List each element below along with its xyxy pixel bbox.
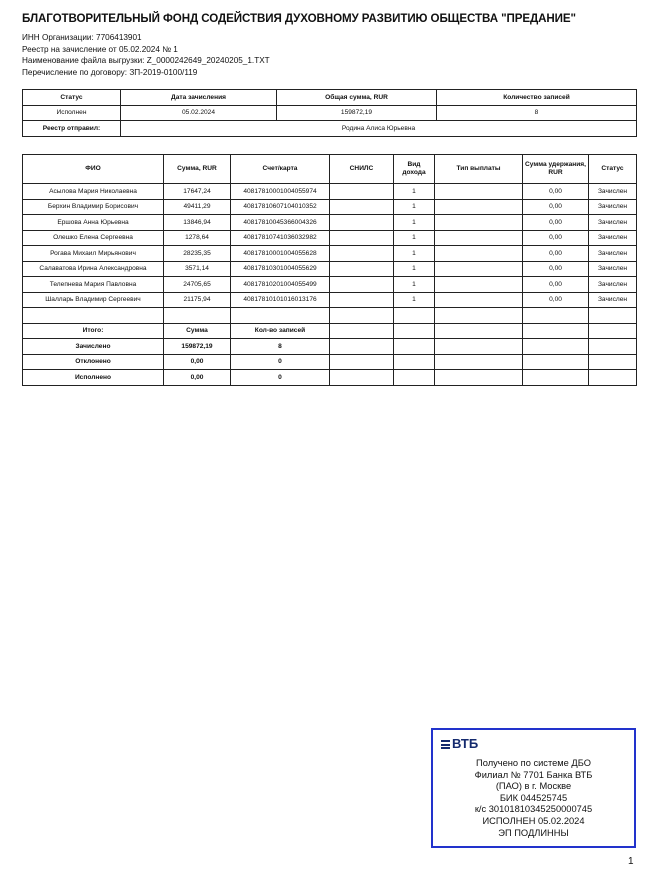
cell-amount: 17647,24 [164, 184, 231, 200]
sender-label: Реестр отправил: [23, 121, 121, 137]
empty-cell [435, 323, 523, 339]
cell-income-type: 1 [394, 292, 435, 308]
table-row [23, 246, 637, 262]
cell-account: 40817810201004055499 [231, 277, 330, 293]
empty-cell [394, 323, 435, 339]
empty-cell [330, 339, 394, 355]
empty-cell [23, 308, 164, 324]
cell-fio: Рогава Михаил Мирьянович [23, 246, 164, 262]
col-header-snils: СНИЛС [330, 155, 394, 184]
stamp-line: Филиал № 7701 Банка ВТБ [474, 769, 593, 780]
cell-account: 40817810045366004326 [231, 215, 330, 231]
cell-amount: 24705,65 [164, 277, 231, 293]
totals-cell: Исполнено [23, 370, 164, 386]
cell-fio: Телепнева Мария Павловна [23, 277, 164, 293]
empty-cell [589, 339, 637, 355]
summary-total: 159872,19 [277, 105, 437, 121]
empty-cell [394, 354, 435, 370]
table-row [23, 277, 637, 293]
cell-deduction: 0,00 [523, 261, 589, 277]
cell-payment-type [435, 230, 523, 246]
cell-status: Зачислен [589, 246, 637, 262]
cell-deduction: 0,00 [523, 277, 589, 293]
cell-account: 40817810301004055629 [231, 261, 330, 277]
vtb-logo-icon [441, 739, 450, 751]
totals-row [23, 370, 637, 386]
summary-header-status: Статус [23, 90, 121, 106]
empty-cell [330, 354, 394, 370]
empty-cell [435, 354, 523, 370]
totals-header-row [23, 323, 637, 339]
cell-income-type: 1 [394, 277, 435, 293]
cell-amount: 49411,29 [164, 199, 231, 215]
empty-cell [523, 323, 589, 339]
stamp-line: к/с 30101810345250000745 [474, 804, 593, 815]
cell-deduction: 0,00 [523, 292, 589, 308]
cell-deduction: 0,00 [523, 230, 589, 246]
cell-income-type: 1 [394, 184, 435, 200]
cell-deduction: 0,00 [523, 246, 589, 262]
cell-income-type: 1 [394, 230, 435, 246]
cell-fio: Берхин Владимир Борисович [23, 199, 164, 215]
totals-cell: Зачислено [23, 339, 164, 355]
summary-header-count: Количество записей [437, 90, 637, 106]
cell-amount: 28235,35 [164, 246, 231, 262]
cell-fio: Шалларь Владимир Сергеевич [23, 292, 164, 308]
totals-cell: Отклонено [23, 354, 164, 370]
empty-cell [523, 339, 589, 355]
empty-cell [589, 354, 637, 370]
cell-snils [330, 184, 394, 200]
empty-cell [330, 323, 394, 339]
summary-header-date: Дата зачисления [121, 90, 277, 106]
col-header-deduction: Сумма удержания, RUR [523, 155, 589, 184]
meta-inn: ИНН Организации: 7706413901 [22, 33, 142, 42]
cell-amount: 13846,94 [164, 215, 231, 231]
empty-cell [164, 308, 231, 324]
stamp-line: ЭП ПОДЛИННЫ [498, 827, 569, 838]
cell-account: 40817810001004055974 [231, 184, 330, 200]
cell-snils [330, 199, 394, 215]
totals-cell: 8 [231, 339, 330, 355]
empty-cell [589, 370, 637, 386]
cell-snils [330, 261, 394, 277]
table-row [23, 261, 637, 277]
empty-cell [231, 308, 330, 324]
totals-header-cell: Итого: [23, 323, 164, 339]
cell-payment-type [435, 215, 523, 231]
cell-snils [330, 246, 394, 262]
cell-status: Зачислен [589, 184, 637, 200]
stamp-line: ИСПОЛНЕН 05.02.2024 [482, 815, 585, 826]
document-meta [22, 32, 270, 78]
meta-registry: Реестр на зачисление от 05.02.2024 № 1 [22, 44, 178, 54]
empty-cell [435, 370, 523, 386]
cell-payment-type [435, 199, 523, 215]
vtb-logo [441, 736, 478, 751]
stamp-line: Получено по системе ДБО [476, 758, 591, 768]
page-number: 1 [628, 856, 634, 867]
table-row [23, 215, 637, 231]
cell-fio: Салаватова Ирина Александровна [23, 261, 164, 277]
cell-amount: 21175,94 [164, 292, 231, 308]
empty-cell [523, 354, 589, 370]
registry-body [23, 184, 637, 386]
col-header-account: Счет/карта [231, 155, 330, 184]
cell-status: Зачислен [589, 230, 637, 246]
cell-amount: 3571,14 [164, 261, 231, 277]
summary-count: 8 [437, 105, 637, 121]
document-title: БЛАГОТВОРИТЕЛЬНЫЙ ФОНД СОДЕЙСТВИЯ ДУХОВНОМУ РАЗВИТИЮ ОБЩЕСТВА "ПРЕДАНИЕ" [22, 12, 576, 25]
cell-payment-type [435, 184, 523, 200]
cell-status: Зачислен [589, 277, 637, 293]
cell-deduction: 0,00 [523, 184, 589, 200]
cell-fio: Асылова Мария Николаевна [23, 184, 164, 200]
cell-amount: 1278,64 [164, 230, 231, 246]
cell-payment-type [435, 246, 523, 262]
totals-cell: 0,00 [164, 370, 231, 386]
registry-table [22, 154, 637, 386]
cell-income-type: 1 [394, 199, 435, 215]
totals-cell: 0,00 [164, 354, 231, 370]
empty-cell [523, 370, 589, 386]
cell-snils [330, 215, 394, 231]
empty-cell [394, 308, 435, 324]
cell-fio: Олешко Елена Сергеевна [23, 230, 164, 246]
empty-cell [394, 370, 435, 386]
cell-status: Зачислен [589, 261, 637, 277]
empty-cell [589, 323, 637, 339]
cell-payment-type [435, 277, 523, 293]
summary-table [22, 89, 637, 137]
cell-income-type: 1 [394, 246, 435, 262]
cell-payment-type [435, 261, 523, 277]
totals-header-cell: Сумма [164, 323, 231, 339]
empty-cell [330, 308, 394, 324]
cell-account: 40817810741036032982 [231, 230, 330, 246]
empty-cell [589, 308, 637, 324]
totals-cell: 0 [231, 370, 330, 386]
cell-account: 40817810607104010352 [231, 199, 330, 215]
bank-stamp [431, 728, 636, 848]
col-header-fio: ФИО [23, 155, 164, 184]
empty-cell [394, 339, 435, 355]
col-header-status: Статус [589, 155, 637, 184]
cell-payment-type [435, 292, 523, 308]
totals-cell: 0 [231, 354, 330, 370]
totals-header-cell: Кол-во записей [231, 323, 330, 339]
empty-cell [330, 370, 394, 386]
cell-status: Зачислен [589, 292, 637, 308]
empty-cell [435, 308, 523, 324]
stamp-line: (ПАО) в г. Москве [495, 781, 572, 792]
table-row [23, 199, 637, 215]
summary-header-total: Общая сумма, RUR [277, 90, 437, 106]
cell-snils [330, 277, 394, 293]
vtb-logo-text: ВТБ [452, 736, 479, 751]
meta-filename: Наименование файла выгрузки: Z_0000242649_20240205_1.TXT [22, 56, 270, 65]
cell-income-type: 1 [394, 215, 435, 231]
spacer-row [23, 308, 637, 324]
cell-income-type: 1 [394, 261, 435, 277]
totals-row [23, 354, 637, 370]
empty-cell [523, 308, 589, 324]
table-row [23, 292, 637, 308]
cell-fio: Ершова Анна Юрьевна [23, 215, 164, 231]
table-row [23, 230, 637, 246]
cell-account: 40817810101016013176 [231, 292, 330, 308]
cell-account: 40817810001004055628 [231, 246, 330, 262]
totals-row [23, 339, 637, 355]
col-header-payment-type: Тип выплаты [435, 155, 523, 184]
col-header-amount: Сумма, RUR [164, 155, 231, 184]
cell-snils [330, 230, 394, 246]
totals-cell: 159872,19 [164, 339, 231, 355]
summary-date: 05.02.2024 [121, 105, 277, 121]
cell-snils [330, 292, 394, 308]
cell-status: Зачислен [589, 199, 637, 215]
stamp-line: БИК 044525745 [499, 792, 568, 803]
cell-status: Зачислен [589, 215, 637, 231]
empty-cell [435, 339, 523, 355]
table-row [23, 184, 637, 200]
stamp-text [433, 758, 634, 839]
meta-contract: Перечисление по договору: ЗП-2019-0100/119 [22, 67, 198, 77]
cell-deduction: 0,00 [523, 215, 589, 231]
sender-value: Родина Алиса Юрьевна [121, 121, 637, 137]
summary-status: Исполнен [23, 105, 121, 121]
cell-deduction: 0,00 [523, 199, 589, 215]
col-header-income-type: Вид дохода [394, 155, 435, 184]
